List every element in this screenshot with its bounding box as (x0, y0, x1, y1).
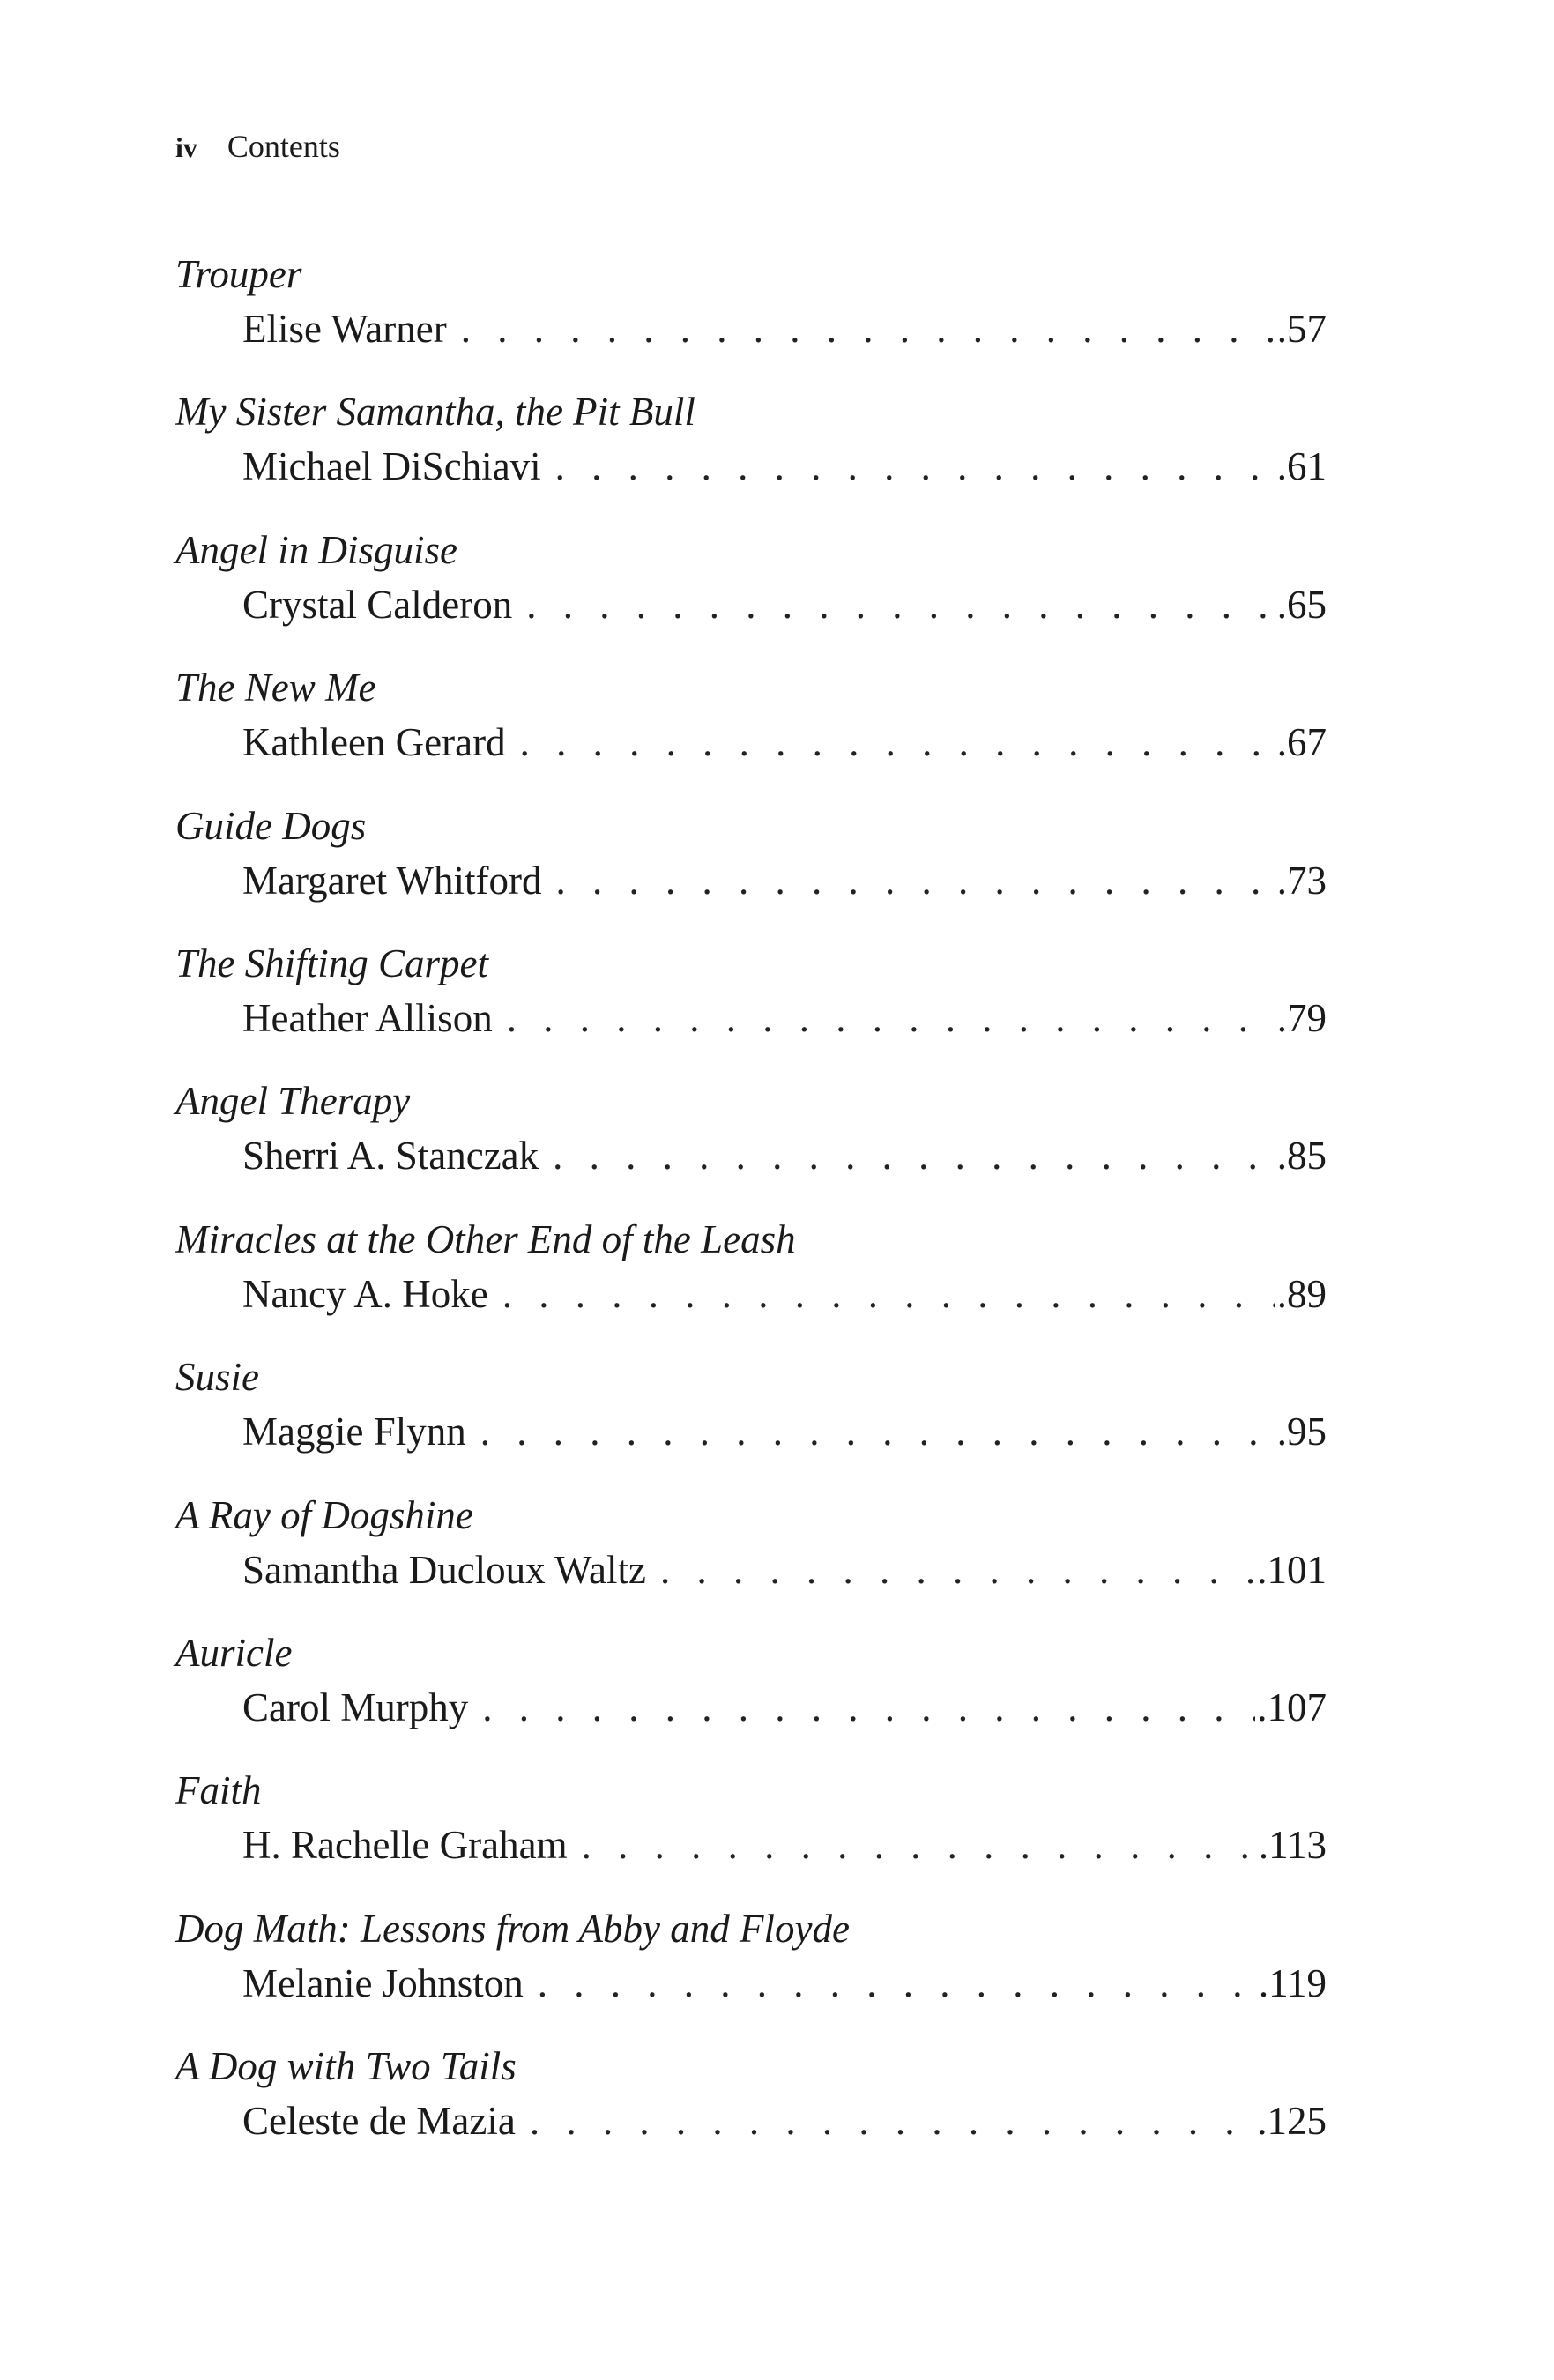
entry-line (242, 1404, 1327, 1459)
page-reference: .95 (1276, 1409, 1327, 1454)
story-title: Susie (175, 1355, 259, 1400)
story-title: Angel Therapy (175, 1079, 411, 1124)
dot-leader (461, 301, 1275, 356)
story-title: Auricle (175, 1630, 293, 1675)
entry-line (242, 1543, 1327, 1597)
page-reference: .61 (1276, 444, 1327, 489)
page-number: iv (175, 131, 197, 163)
toc-entry[interactable] (175, 1350, 1327, 1487)
story-title: The New Me (175, 666, 376, 710)
dot-leader (555, 439, 1275, 494)
dot-leader (520, 715, 1275, 770)
author-name: Samantha Ducloux Waltz (242, 1547, 646, 1592)
author-name: Maggie Flynn (242, 1409, 466, 1454)
entry-line (242, 991, 1327, 1045)
toc-entry[interactable] (175, 384, 1327, 522)
story-title: Angel in Disguise (175, 527, 457, 572)
toc-entry[interactable] (175, 1901, 1327, 2039)
toc-entry[interactable] (175, 1488, 1327, 1625)
entry-line (242, 715, 1327, 770)
story-title: A Dog with Two Tails (175, 2044, 517, 2089)
page-reference: .65 (1276, 582, 1327, 627)
page-reference: .57 (1276, 307, 1327, 351)
page-reference: .125 (1257, 2099, 1327, 2144)
dot-leader (482, 1680, 1255, 1735)
page-reference: .89 (1276, 1271, 1327, 1316)
toc-entry[interactable] (175, 799, 1327, 936)
toc-entry[interactable] (175, 936, 1327, 1074)
story-title: Miracles at the Other End of the Leash (175, 1216, 796, 1261)
entry-line (242, 1956, 1327, 2011)
page-reference: .79 (1276, 995, 1327, 1040)
entry-line (242, 853, 1327, 908)
toc-entry[interactable] (175, 1763, 1327, 1900)
entry-line (242, 439, 1327, 494)
story-title: Faith (175, 1768, 262, 1813)
entry-line (242, 577, 1327, 632)
author-name: Crystal Calderon (242, 582, 513, 627)
page-reference: .67 (1276, 720, 1327, 765)
table-of-contents (175, 247, 1327, 2176)
author-name: H. Rachelle Graham (242, 1823, 568, 1868)
page-reference: .101 (1257, 1547, 1327, 1592)
toc-entry[interactable] (175, 2039, 1327, 2176)
author-name: Elise Warner (242, 307, 447, 351)
story-title: A Ray of Dogshine (175, 1492, 473, 1537)
section-title: Contents (227, 129, 340, 164)
author-name: Sherri A. Stanczak (242, 1134, 539, 1179)
author-name: Nancy A. Hoke (242, 1271, 488, 1316)
dot-leader (582, 1818, 1257, 1872)
page-reference: .113 (1258, 1823, 1327, 1868)
dot-leader (660, 1543, 1255, 1597)
entry-line (242, 1818, 1327, 1872)
page-reference: .107 (1257, 1685, 1327, 1729)
story-title: Trouper (175, 252, 302, 296)
page-reference: .119 (1258, 1960, 1327, 2005)
toc-entry[interactable] (175, 1074, 1327, 1211)
dot-leader (538, 1956, 1257, 2011)
dot-leader (502, 1267, 1275, 1321)
story-title: Guide Dogs (175, 803, 367, 848)
entry-line (242, 1680, 1327, 1735)
author-name: Carol Murphy (242, 1685, 469, 1729)
toc-entry[interactable] (175, 247, 1327, 384)
running-head (175, 123, 340, 170)
dot-leader (553, 1128, 1275, 1183)
toc-entry[interactable] (175, 1625, 1327, 1763)
entry-line (242, 301, 1327, 356)
dot-leader (507, 991, 1275, 1045)
entry-line (242, 1128, 1327, 1183)
story-title: Dog Math: Lessons from Abby and Floyde (175, 1906, 850, 1951)
story-title: The Shifting Carpet (175, 941, 489, 985)
author-name: Kathleen Gerard (242, 720, 506, 765)
page-reference: .73 (1276, 858, 1327, 903)
page-reference: .85 (1276, 1134, 1327, 1179)
author-name: Celeste de Mazia (242, 2099, 516, 2144)
author-name: Margaret Whitford (242, 858, 542, 903)
entry-line (242, 2094, 1327, 2148)
toc-entry[interactable] (175, 523, 1327, 660)
story-title: My Sister Samantha, the Pit Bull (175, 390, 695, 435)
entry-line (242, 1267, 1327, 1321)
author-name: Heather Allison (242, 995, 493, 1040)
author-name: Melanie Johnston (242, 1960, 524, 2005)
dot-leader (480, 1404, 1275, 1459)
dot-leader (526, 577, 1275, 632)
toc-entry[interactable] (175, 1212, 1327, 1350)
dot-leader (530, 2094, 1255, 2148)
toc-entry[interactable] (175, 660, 1327, 798)
author-name: Michael DiSchiavi (242, 444, 541, 489)
dot-leader (555, 853, 1275, 908)
